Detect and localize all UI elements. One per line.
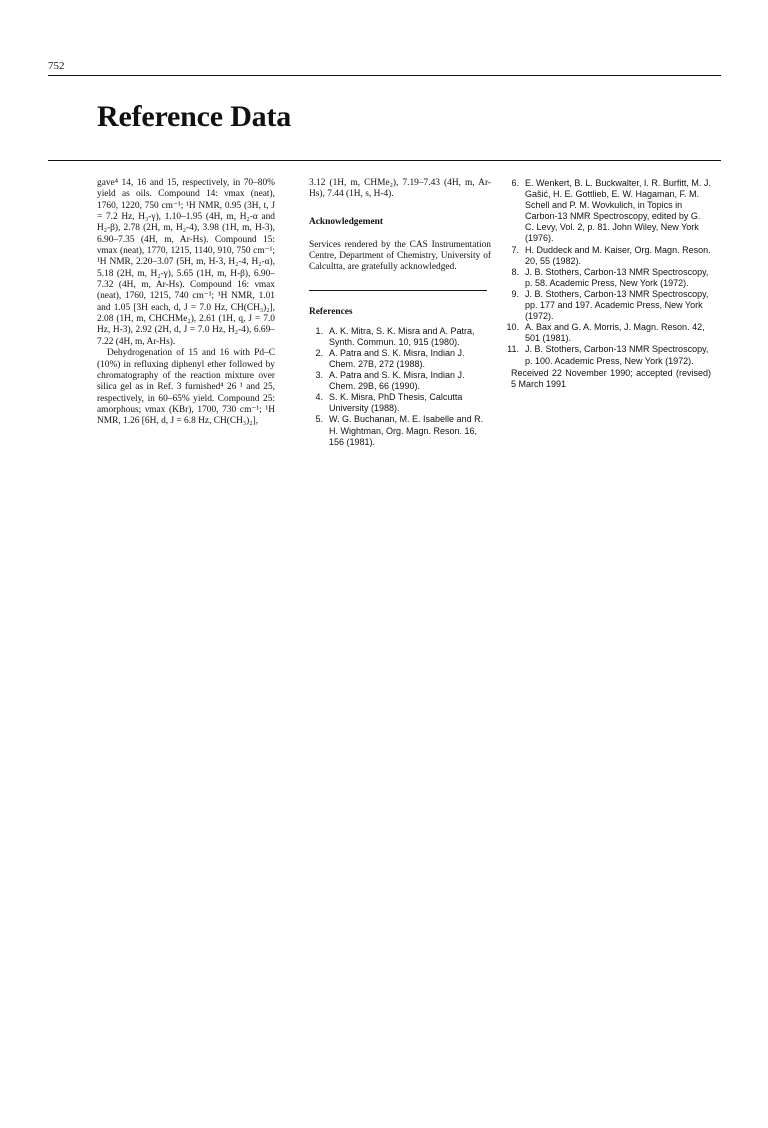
- reference-item: 8. J. B. Stothers, Carbon-13 NMR Spectroscopy, p. 58. Academic Press, New York (1972).: [511, 266, 709, 288]
- reference-item: 6. E. Wenkert, B. L. Buckwalter, I. R. Burfitt, M. J. Gašić, H. E. Gottlieb, E. W. Hagaman, F. M. Schell and P. M. Wovkulich, in Topics in Carbon-13 NMR Spectroscopy, edited by G. C. Levy, Vol. 2, p. 81. John Wiley, New York (1976).: [511, 178, 711, 244]
- page-number: 752: [48, 60, 65, 72]
- column-1: [97, 178, 275, 428]
- reference-item: 2. A. Patra and S. K. Misra, Indian J. Chem. 27B, 272 (1988).: [315, 347, 465, 369]
- header-rule: [48, 75, 721, 76]
- reference-item: 1. A. K. Mitra, S. K. Misra and A. Patra, Synth. Commun. 10, 915 (1980).: [315, 325, 475, 347]
- column-2: [309, 178, 491, 448]
- reference-item: 10. A. Bax and G. A. Morris, J. Magn. Reson. 42, 501 (1981).: [506, 322, 705, 344]
- received-date: Received 22 November 1990; accepted (revised) 5 March 1991: [511, 367, 711, 389]
- body-paragraph-continuation: 3.12 (1H, m, CHMe₂), 7.19–7.43 (4H, m, Ar-Hs), 7.44 (1H, s, H-4).: [309, 178, 491, 200]
- reference-item: 5. W. G. Buchanan, M. E. Isabelle and R. H. Wightman, Org. Magn. Reson. 16, 156 (1981).: [315, 414, 484, 447]
- references-list-part-1: [309, 326, 491, 448]
- reference-item: 4. S. K. Misra, PhD Thesis, Calcutta University (1988).: [315, 392, 463, 414]
- acknowledgement-heading: Acknowledgement: [309, 216, 383, 227]
- section-title: Reference Data: [97, 100, 292, 133]
- body-paragraph-2: Dehydrogenation of 15 and 16 with Pd–C (10%) in refluxing diphenyl ether followed by chromatography of the reaction mixture over silica gel as in Ref. 3 furnished⁴ 26 ¹ and 25, respectively, in 60–65% yield. Compound 25: amorphous; νmax (KBr), 1700, 730 cm⁻¹; ¹H NMR, 1.26 [6H, d, J = 6.8 Hz, CH(CH₃)₂],: [97, 348, 275, 427]
- body-paragraph-1: gave⁴ 14, 16 and 15, respectively, in 70–80% yield as oils. Compound 14: νmax (neat), 1760, 1220, 750 cm⁻¹; ¹H NMR, 0.95 (3H, t, J = 7.2 Hz, H₃-γ), 1.10–1.95 (4H, m, H₂-α and H₂-β), 2.78 (2H, m, H₂-4), 3.98 (1H, m, H-3), 6.90–7.35 (4H, m, Ar-Hs). Compound 15: νmax (neat), 1770, 1215, 1140, 910, 750 cm⁻¹; ¹H NMR, 2.20–3.07 (5H, m, H-3, H₂-4, H₂-α), 5.18 (2H, m, H₂-γ), 5.65 (1H, m, H-β), 6.90–7.32 (4H, m, Ar-Hs). Compound 16: νmax (neat), 1760, 1215, 740 cm⁻¹; ¹H NMR, 1.01 and 1.05 [3H each, d, J = 7.0 Hz, CH(CH₃)₂], 2.08 (1H, m, CHCHMe₂), 2.61 (1H, q, J = 7.0 Hz, H-3), 2.92 (2H, d, J = 7.0 Hz, H₂-4), 6.69–7.22 (4H, m, Ar-Hs).: [97, 178, 275, 347]
- reference-item: 11. J. B. Stothers, Carbon-13 NMR Spectroscopy, p. 100. Academic Press, New York (1972).: [507, 344, 709, 366]
- reference-item: 9. J. B. Stothers, Carbon-13 NMR Spectroscopy, pp. 177 and 197. Academic Press, New York (1972).: [511, 288, 709, 322]
- acknowledgement-text: Services rendered by the CAS Instrumentation Centre, Department of Chemistry, University of Calcultta, are gratefully acknowledged.: [309, 239, 491, 273]
- references-heading: References: [309, 306, 353, 317]
- references-list-part-2: [506, 178, 711, 367]
- column-3: [506, 178, 711, 390]
- reference-item: 7. H. Duddeck and M. Kaiser, Org. Magn. Reson. 20, 55 (1982).: [511, 244, 711, 266]
- title-rule: [48, 160, 721, 161]
- reference-item: 3. A. Patra and S. K. Misra, Indian J. Chem. 29B, 66 (1990).: [315, 370, 465, 392]
